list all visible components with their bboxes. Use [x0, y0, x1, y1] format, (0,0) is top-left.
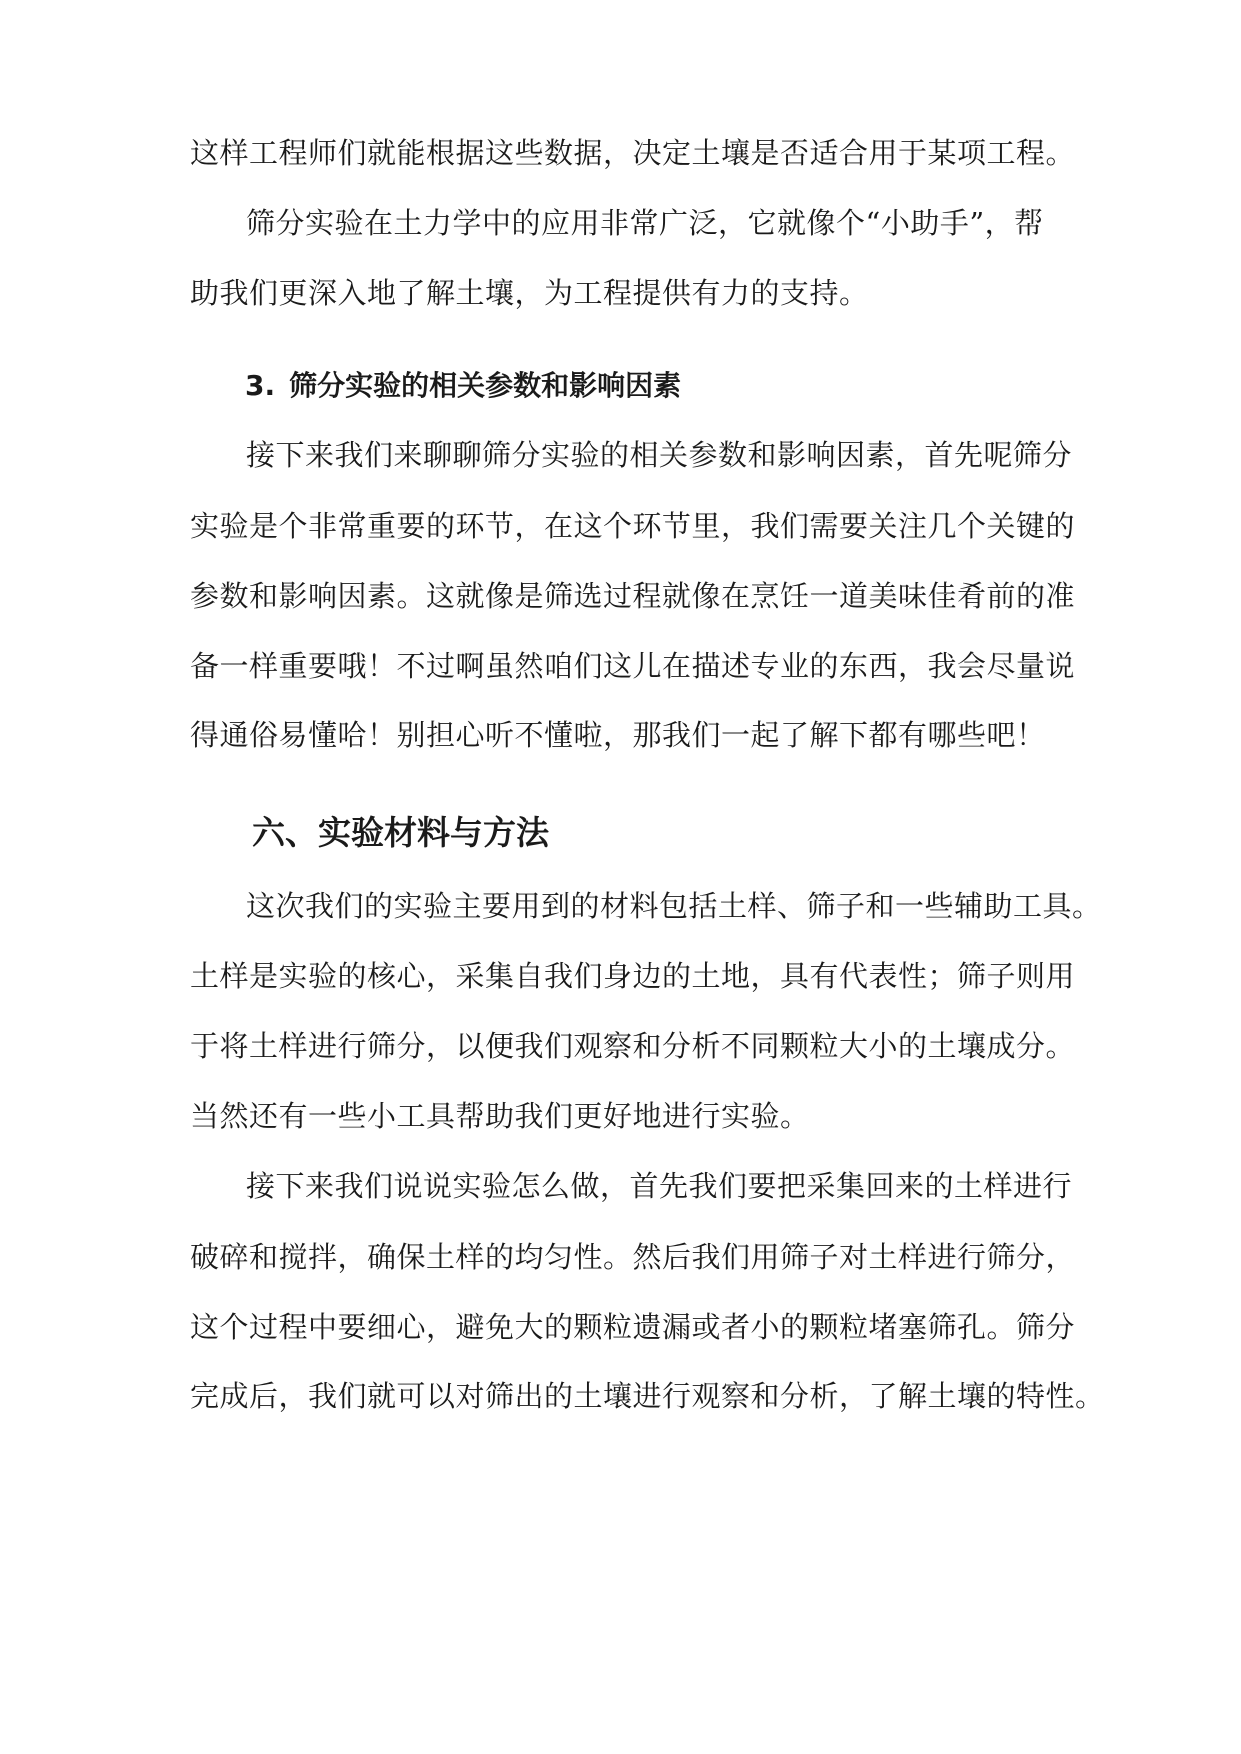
section-title: 筛分实验的相关参数和影响因素: [289, 369, 682, 402]
paragraph-line: 实验是个非常重要的环节，在这个环节里，我们需要关注几个关键的: [190, 509, 1076, 543]
paragraph-line: 得通俗易懂哈！别担心听不懂啦，那我们一起了解下都有哪些吧！: [190, 718, 1046, 752]
chapter-heading: 六、实验材料与方法: [252, 813, 549, 852]
paragraph-line: 这个过程中要细心，避免大的颗粒遗漏或者小的颗粒堵塞筛孔。筛分: [190, 1310, 1076, 1344]
paragraph-line: 土样是实验的核心，采集自我们身边的土地，具有代表性；筛子则用: [190, 959, 1076, 993]
section-heading: [245, 366, 681, 406]
paragraph-line: 接下来我们来聊聊筛分实验的相关参数和影响因素，首先呢筛分: [246, 438, 1073, 472]
paragraph-line: 这样工程师们就能根据这些数据，决定土壤是否适合用于某项工程。: [190, 136, 1076, 170]
paragraph-line: 备一样重要哦！不过啊虽然咱们这儿在描述专业的东西，我会尽量说: [190, 649, 1076, 683]
paragraph-line: 当然还有一些小工具帮助我们更好地进行实验。: [190, 1099, 810, 1133]
paragraph-line: 助我们更深入地了解土壤，为工程提供有力的支持。: [190, 276, 869, 310]
paragraph-line: 完成后，我们就可以对筛出的土壤进行观察和分析，了解土壤的特性。: [190, 1379, 1105, 1413]
paragraph-line: 这次我们的实验主要用到的材料包括土样、筛子和一些辅助工具。: [246, 889, 1102, 923]
section-number: 3.: [245, 369, 276, 402]
paragraph-line: 于将土样进行筛分，以便我们观察和分析不同颗粒大小的土壤成分。: [190, 1029, 1076, 1063]
paragraph-line: 筛分实验在土力学中的应用非常广泛，它就像个“小助手”，帮: [246, 206, 1044, 240]
paragraph-line: 接下来我们说说实验怎么做，首先我们要把采集回来的土样进行: [246, 1169, 1073, 1203]
paragraph-line: 破碎和搅拌，确保土样的均匀性。然后我们用筛子对土样进行筛分，: [190, 1240, 1076, 1274]
paragraph-line: 参数和影响因素。这就像是筛选过程就像在烹饪一道美味佳肴前的准: [190, 579, 1076, 613]
